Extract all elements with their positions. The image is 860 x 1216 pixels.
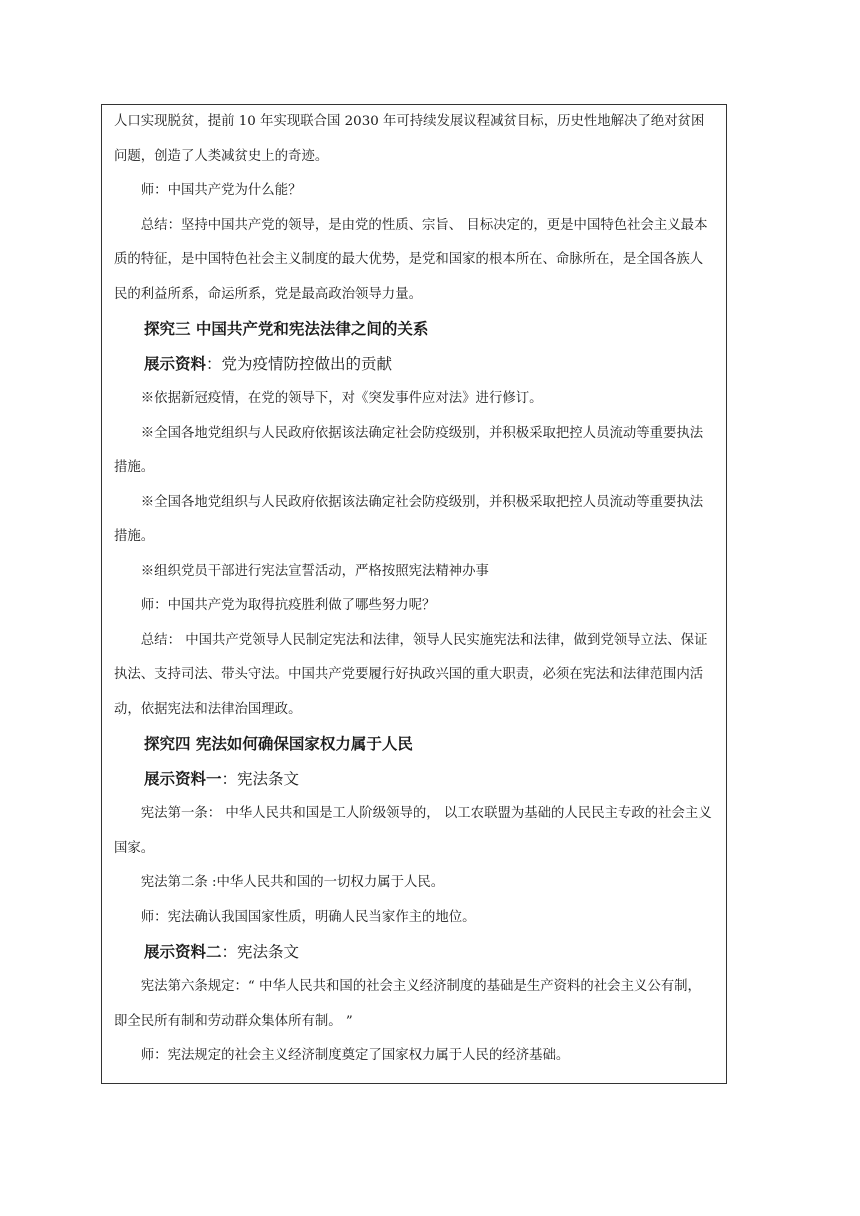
section-heading-3: 探究三 中国共产党和宪法法律之间的关系 [144, 320, 429, 338]
lesson-content [114, 105, 714, 1074]
teacher-question-why: 师：中国共产党为什么能？ [140, 183, 302, 198]
table-cell-frame [101, 104, 727, 1084]
paragraph-poverty: 人口实现脱贫，提前 10 年实现联合国 2030 年可持续发展议程减贫目标，历史性地解决了绝对贫困问题，创造了人类减贫史上的奇迹。 [114, 114, 705, 164]
material-item-2: ※全国各地党组织与人民政府依据该法确定社会防疫级别，并积极采取把控人员流动等重要执法措施。 [114, 425, 704, 475]
teacher-question-efforts: 师：中国共产党为取得抗疫胜利做了哪些努力呢？ [140, 598, 436, 613]
summary-party-leadership: 总结：坚持中国共产党的领导，是由党的性质、宗旨、 目标决定的，更是中国特色社会主义最本质的特征，是中国特色社会主义制度的最大优势，是党和国家的根本所在、命脉所在，是全国各族人民的利益所系，命运所系，党是最高政治领导力量。 [114, 217, 708, 302]
material-item-3: ※全国各地党组织与人民政府依据该法确定社会防疫级别，并积极采取把控人员流动等重要执法措施。 [114, 494, 704, 544]
teacher-note-state-nature: 师：宪法确认我国国家性质，明确人民当家作主的地位。 [140, 909, 476, 925]
show-material-heading-3 [114, 935, 714, 970]
show-material-label: 展示资料一 [144, 770, 222, 788]
teacher-note-economic-basis: 师：宪法规定的社会主义经济制度奠定了国家权力属于人民的经济基础。 [140, 1048, 570, 1063]
constitution-article-1: 宪法第一条： 中华人民共和国是工人阶级领导的， 以工农联盟为基础的人民民主专政的社会主义国家。 [114, 806, 712, 856]
show-material-label: 展示资料二 [144, 943, 222, 961]
material-item-1: ※依据新冠疫情，在党的领导下，对《突发事件应对法》进行修订。 [140, 391, 543, 406]
show-material-title: ：宪法条文 [221, 770, 300, 788]
show-material-title: ：宪法条文 [221, 943, 300, 961]
show-material-title: ：党为疫情防控做出的贡献 [206, 355, 393, 373]
constitution-article-6: 宪法第六条规定：“ 中华人民共和国的社会主义经济制度的基础是生产资料的社会主义公有制，即全民所有制和劳动群众集体所有制。 ” [114, 979, 701, 1029]
section-heading-4: 探究四 宪法如何确保国家权力属于人民 [144, 735, 413, 753]
show-material-heading-2 [114, 762, 714, 797]
constitution-article-2: 宪法第二条 :中华人民共和国的一切权力属于人民。 [140, 875, 445, 890]
material-item-4: ※组织党员干部进行宪法宣誓活动，严格按照宪法精神办事 [140, 563, 489, 579]
show-material-label: 展示资料 [144, 355, 207, 373]
show-material-heading-1 [114, 347, 714, 382]
summary-constitution-law: 总结： 中国共产党领导人民制定宪法和法律，领导人民实施宪法和法律，做到党领导立法、保证执法、支持司法、带头守法。中国共产党要履行好执政兴国的重大职责，必须在宪法和法律范围内活动，依据宪法和法律治国理政。 [114, 632, 708, 717]
